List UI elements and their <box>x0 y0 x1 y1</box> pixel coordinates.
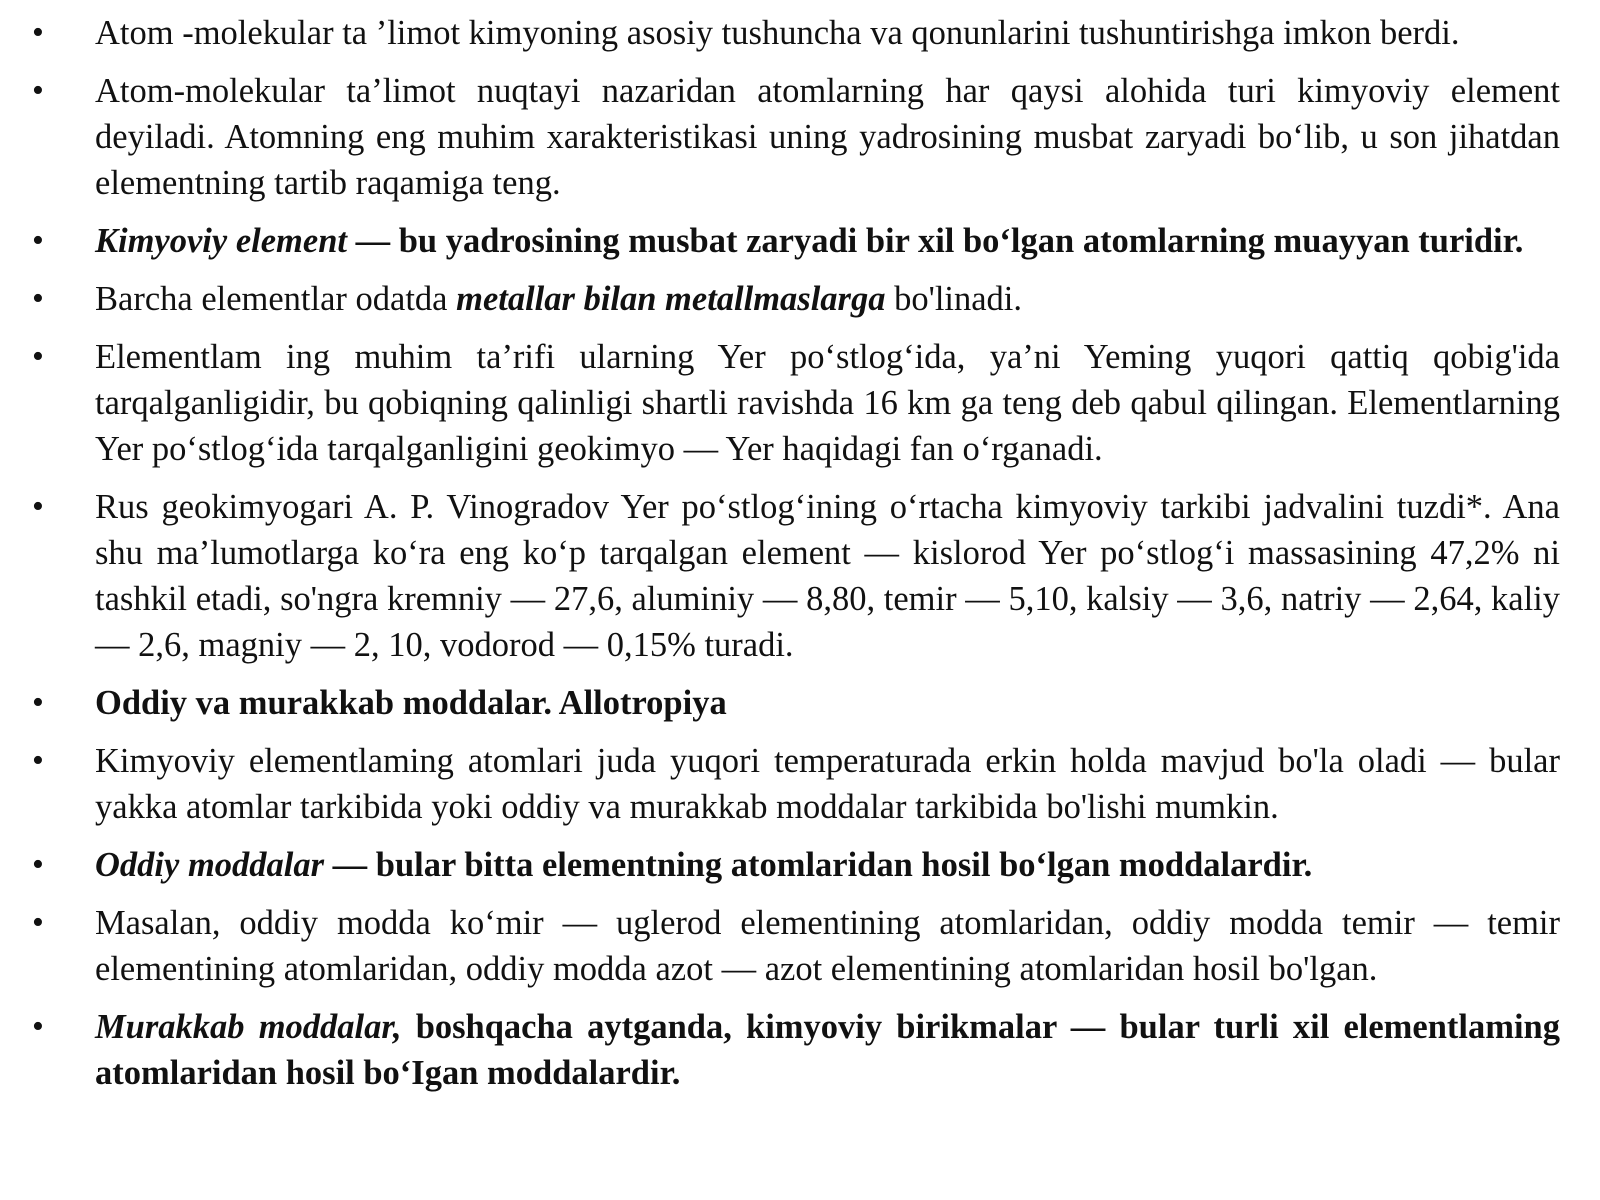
list-item-6 <box>0 484 1600 668</box>
bullet-marker: • <box>32 1008 44 1045</box>
list-item-1 <box>0 10 1600 56</box>
definition-text: boshqacha aytganda, kimyoviy birikmalar — bular turli xil elementlaming atomlaridan hosil bo‘Igan moddalardir. <box>95 1008 1560 1092</box>
bullet-marker: • <box>32 14 44 51</box>
item-text: Kimyoviy elementlaming atomlari juda yuqori temperaturada erkin holda mavjud bo'la oladi — bular yakka atomlar tarkibida yoki oddiy va murakkab moddalar tarkibida bo'lishi mumkin. <box>95 742 1560 826</box>
list-item-9 <box>0 842 1600 888</box>
bullet-marker: • <box>32 742 44 779</box>
list-item-7 <box>0 680 1600 726</box>
list-item-4 <box>0 276 1600 322</box>
bullet-marker: • <box>32 904 44 941</box>
bullet-marker: • <box>32 338 44 375</box>
item-text: Atom-molekular ta’limot nuqtayi nazaridan atomlarning har qaysi alohida turi kimyoviy element deyiladi. Atomning eng muhim xarakteristikasi uning yadrosining musbat zaryadi bo‘lib, u son jihatdan elementning tartib raqamiga teng. <box>95 72 1560 202</box>
bullet-marker: • <box>32 488 44 525</box>
bullet-marker: • <box>32 222 44 259</box>
list-item-10 <box>0 900 1600 992</box>
section-heading: Oddiy va murakkab moddalar. Allotropiya <box>95 684 727 722</box>
definition-text: — bular bitta elementning atomlaridan hosil bo‘lgan moddalardir. <box>324 846 1313 884</box>
bullet-marker: • <box>32 72 44 109</box>
list-item-2 <box>0 68 1600 206</box>
term-kimyoviy-element: Kimyoviy element <box>95 222 347 260</box>
bullet-marker: • <box>32 846 44 883</box>
item-text: Rus geokimyogari A. P. Vinogradov Yer po‘stlog‘ining o‘rtacha kimyoviy tarkibi jadvalini tuzdi*. Ana shu ma’lumotlarga ko‘ra eng ko‘p tarqalgan element — kislorod Yer po‘stlog‘i massasining 47,2% ni tashkil etadi, so'ngra kremniy — 27,6, aluminiy — 8,80, temir — 5,10, kalsiy — 3,6, natriy — 2,64, kaliy — 2,6, magniy — 2, 10, vodorod — 0,15% turadi. <box>95 488 1560 664</box>
bullet-marker: • <box>32 280 44 317</box>
item-text: Elementlam ing muhim ta’rifi ularning Yer po‘stlog‘ida, ya’ni Yeming yuqori qattiq qobig'ida tarqalganligidir, bu qobiqning qalinligi shartli ravishda 16 km ga teng deb qabul qilingan. Elementlarning Yer po‘stlog‘ida tarqalganligini geokimyo — Yer haqidagi fan o‘rganadi. <box>95 338 1560 468</box>
list-item-5 <box>0 334 1600 472</box>
definition-text: — bu yadrosining musbat zaryadi bir xil bo‘lgan atomlarning muayyan turidir. <box>346 222 1524 260</box>
list-item-3 <box>0 218 1600 264</box>
list-item-11 <box>0 1004 1600 1096</box>
term-murakkab-moddalar: Murakkab moddalar, <box>95 1008 402 1046</box>
item-text: Atom -molekular ta ’limot kimyoning asosiy tushuncha va qonunlarini tushuntirishga imkon berdi. <box>95 14 1460 52</box>
term-oddiy-moddalar: Oddiy moddalar <box>95 846 325 884</box>
bullet-marker: • <box>32 684 44 721</box>
item-text: Masalan, oddiy modda ko‘mir — uglerod elementining atomlaridan, oddiy modda temir — temir elementining atomlaridan, oddiy modda azot — azot elementining atomlaridan hosil bo'lgan. <box>95 904 1560 988</box>
item-text: bo'linadi. <box>885 280 1023 318</box>
emphasis-text: metallar bilan metallmaslarga <box>456 280 886 318</box>
item-text: Barcha elementlar odatda <box>95 280 457 318</box>
list-item-8 <box>0 738 1600 830</box>
